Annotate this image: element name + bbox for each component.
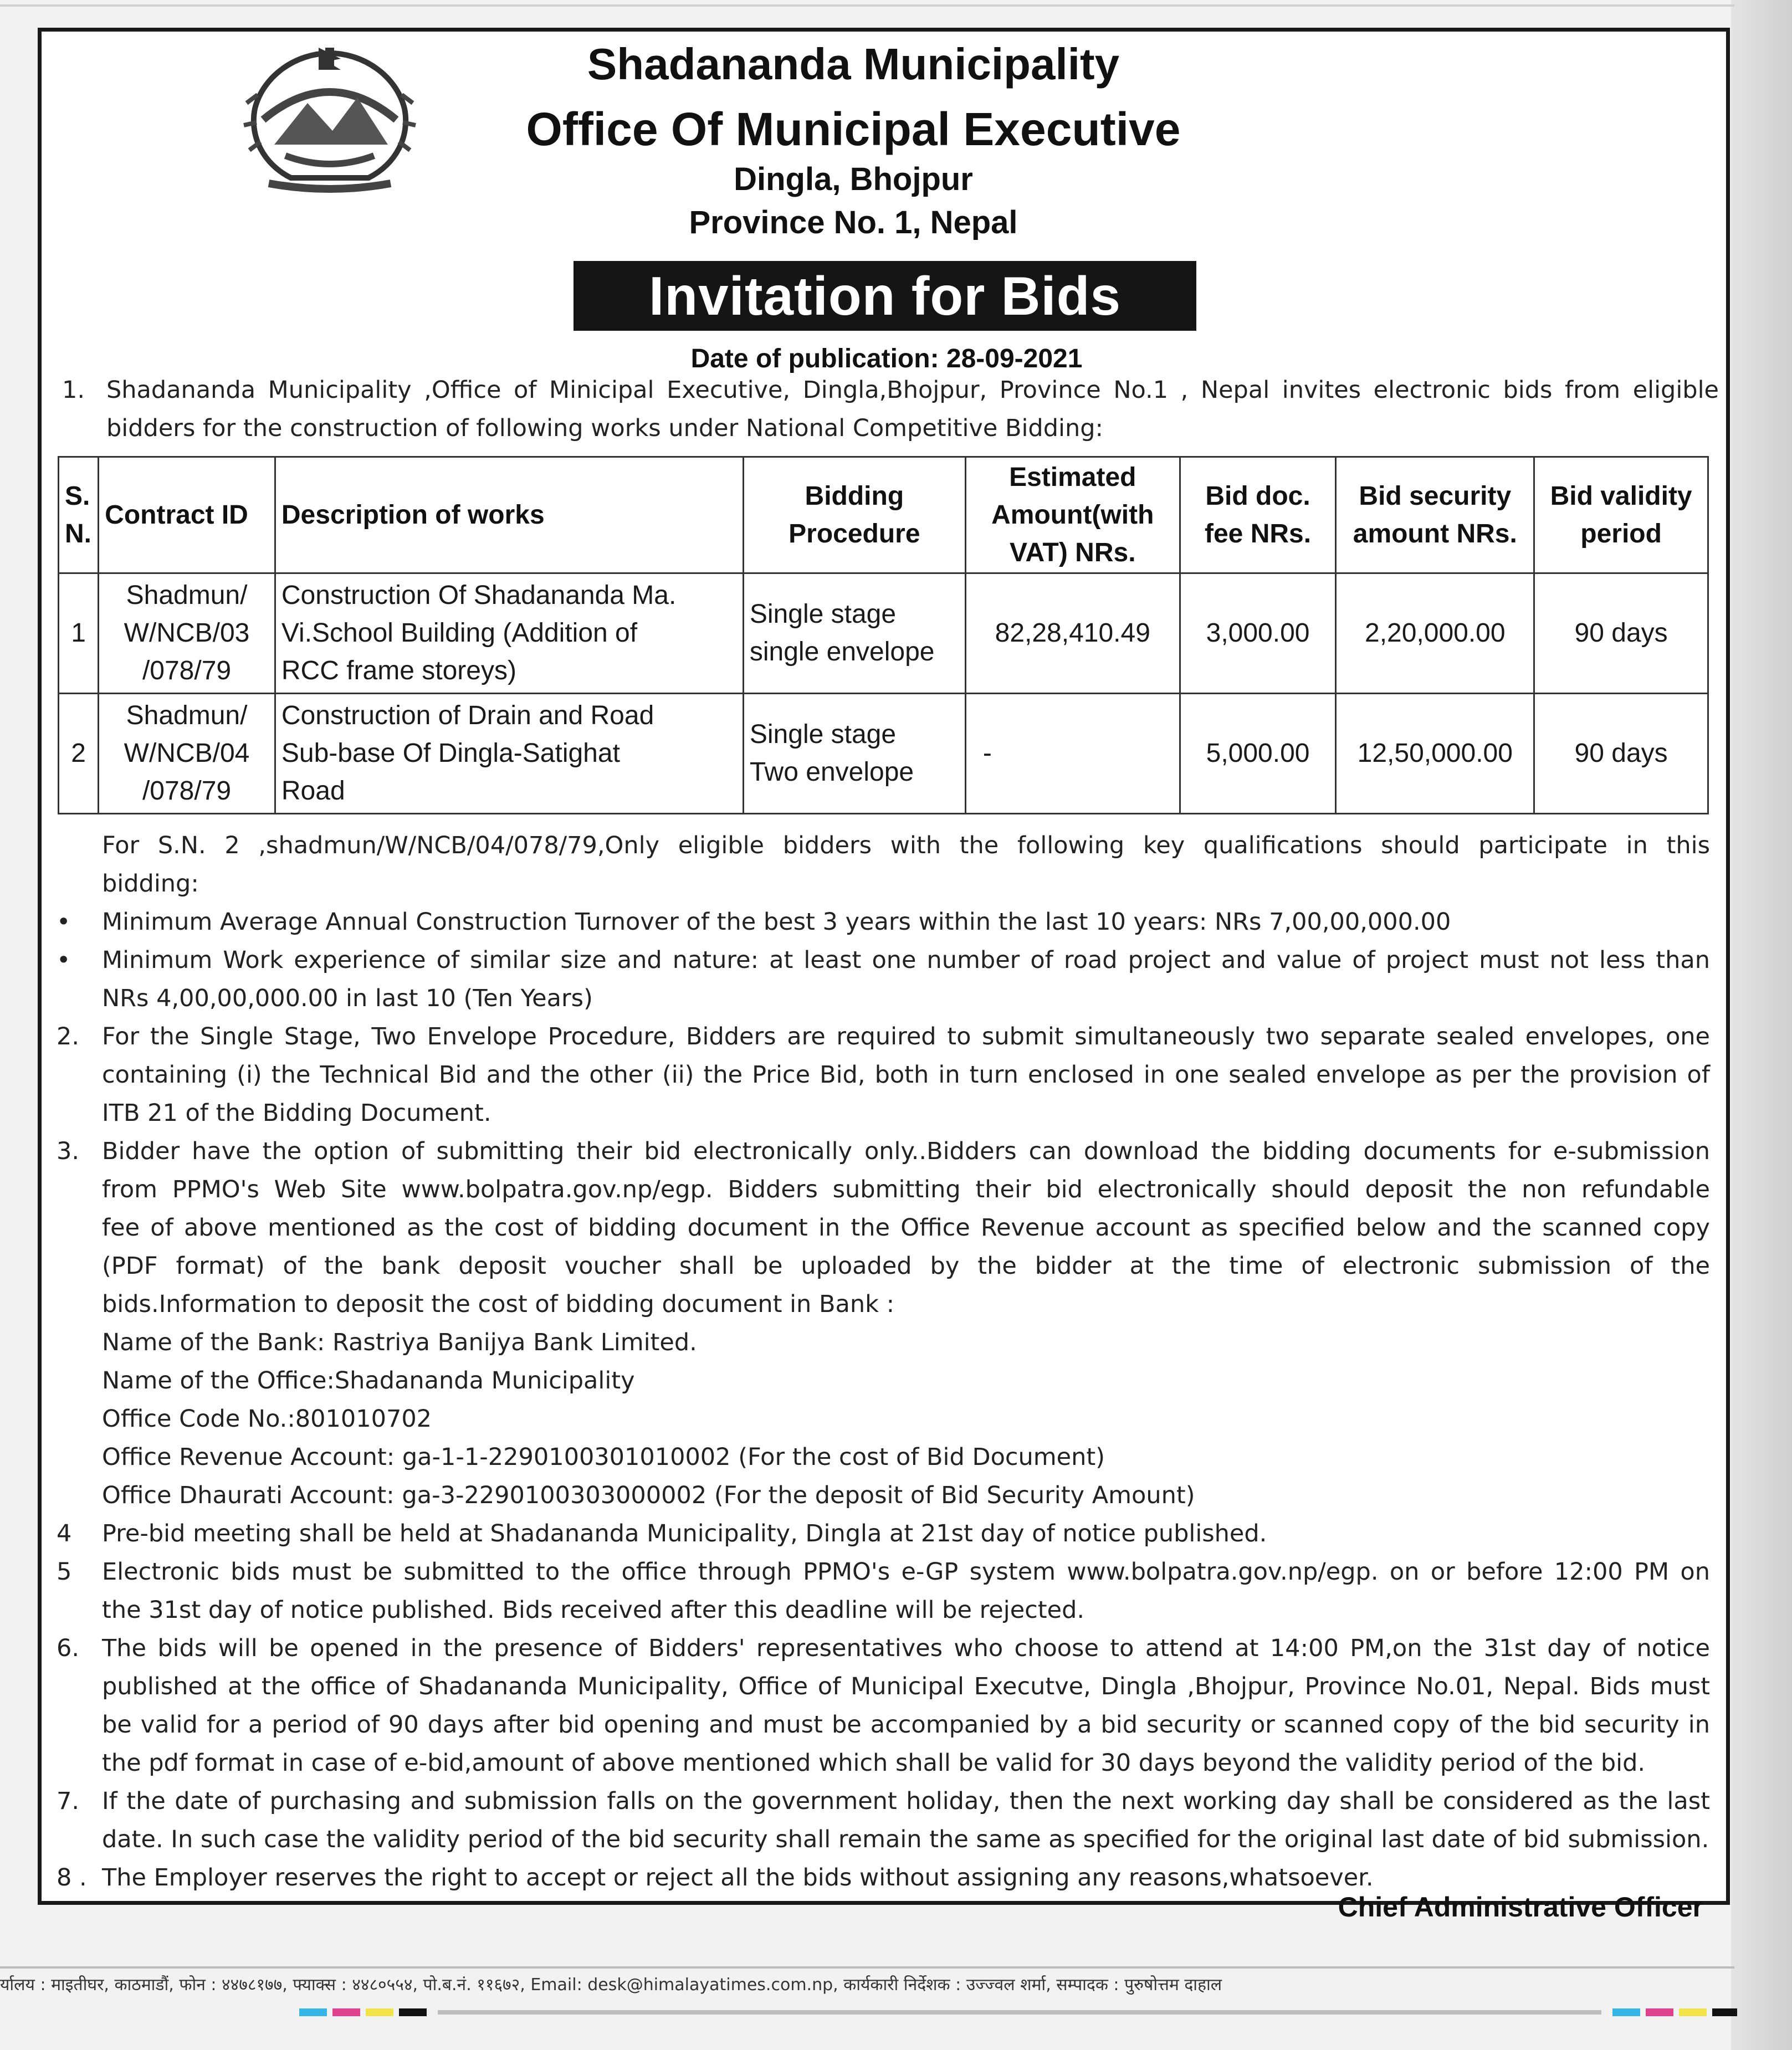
bullet: • xyxy=(57,908,71,936)
qualification-intro: bidding: xyxy=(102,870,199,898)
qualification-item: NRs 4,00,00,000.00 in last 10 (Ten Years) xyxy=(102,985,593,1012)
revenue-account: Office Revenue Account: ga-1-1-2290100301010002 (For the cost of Bid Document) xyxy=(102,1443,1105,1471)
print-swatch-bar xyxy=(438,2010,1601,2015)
intro-line: Shadananda Municipality ,Office of Minicipal Executive, Dingla,Bhojpur, Province No.1 , Nepal invites electronic bids from eligible xyxy=(106,376,1719,404)
paragraph-line: If the date of purchasing and submission falls on the government holiday, then the next working day shall be considered as the last xyxy=(102,1787,1710,1815)
header-security: Bid security amount NRs. xyxy=(1336,457,1534,573)
notice-body-end xyxy=(55,1782,1718,1899)
paragraph-line: The Employer reserves the right to accept or reject all the bids without assigning any reasons,whatsoever. xyxy=(102,1864,1374,1892)
cell-validity: 90 days xyxy=(1534,573,1708,694)
paragraph-number: 5 xyxy=(57,1558,72,1586)
office-code: Office Code No.:801010702 xyxy=(102,1405,432,1433)
bullet: • xyxy=(57,946,71,974)
footer-rule xyxy=(0,1966,1734,1969)
header-fee: Bid doc. fee NRs. xyxy=(1180,457,1336,573)
paragraph-line: bids.Information to deposit the cost of bidding document in Bank : xyxy=(102,1290,895,1318)
header-estimated: Estimated Amount(with VAT) NRs. xyxy=(965,457,1180,573)
print-swatch-yellow xyxy=(366,2008,393,2016)
cell-description: Construction of Drain and Road Sub-base Of Dingla-Satighat Road xyxy=(275,694,743,814)
cell-security: 12,50,000.00 xyxy=(1336,694,1534,814)
table-row xyxy=(59,573,1708,694)
print-swatch-cyan xyxy=(1612,2008,1640,2016)
intro-paragraph xyxy=(62,371,1719,449)
paragraph-number: 8 . xyxy=(57,1864,87,1892)
office-name: Office Of Municipal Executive xyxy=(526,103,1181,155)
header-description: Description of works xyxy=(275,457,743,573)
office-name-line: Name of the Office:Shadananda Municipality xyxy=(102,1367,635,1395)
cell-fee: 5,000.00 xyxy=(1180,694,1336,814)
print-swatch-black xyxy=(399,2008,427,2016)
print-swatch-yellow xyxy=(1679,2008,1707,2016)
paragraph-line: For the Single Stage, Two Envelope Procedure, Bidders are required to submit simultaneously two separate sealed envelopes, one xyxy=(102,1023,1710,1050)
cell-description: Construction Of Shadananda Ma. Vi.School Building (Addition of RCC frame storeys) xyxy=(275,573,743,694)
qualification-intro: For S.N. 2 ,shadmun/W/NCB/04/078/79,Only eligible bidders with the following key qualifications should participate in this xyxy=(102,832,1710,859)
location: Dingla, Bhojpur xyxy=(734,161,973,197)
province: Province No. 1, Nepal xyxy=(689,204,1018,240)
header-procedure: Bidding Procedure xyxy=(743,457,965,573)
municipality-name: Shadananda Municipality xyxy=(587,39,1120,89)
page-edge-shadow xyxy=(1731,0,1792,2050)
print-swatch-magenta xyxy=(1646,2008,1673,2016)
paragraph-line: fee of above mentioned as the cost of bidding document in the Office Revenue account as specified below and the scanned copy xyxy=(102,1214,1710,1242)
paragraph-number: 7. xyxy=(57,1787,80,1815)
dhaurati-account: Office Dhaurati Account: ga-3-2290100303000002 (For the deposit of Bid Security Amount) xyxy=(102,1482,1195,1509)
table-row xyxy=(59,694,1708,814)
print-swatch-magenta xyxy=(332,2008,360,2016)
print-swatch-cyan xyxy=(299,2008,327,2016)
cell-sn: 1 xyxy=(59,573,99,694)
signature: Chief Administrative Officer xyxy=(1338,1892,1703,1923)
table-header-row xyxy=(59,457,1708,573)
cell-procedure: Single stage Two envelope xyxy=(743,694,965,814)
cell-procedure: Single stage single envelope xyxy=(743,573,965,694)
paragraph-number: 6. xyxy=(57,1634,80,1662)
cell-fee: 3,000.00 xyxy=(1180,573,1336,694)
paragraph-line: from PPMO's Web Site www.bolpatra.gov.np/egp. Bidders submitting their bid electronically should deposit the non refundable xyxy=(102,1176,1710,1203)
paragraph-line: containing (i) the Technical Bid and the other (ii) the Price Bid, both in turn enclosed in one sealed envelope as per the provision of xyxy=(102,1061,1710,1089)
bank-name: Name of the Bank: Rastriya Banijya Bank Limited. xyxy=(102,1329,697,1356)
qualification-item: Minimum Average Annual Construction Turnover of the best 3 years within the last 10 years: NRs 7,00,00,000.00 xyxy=(102,908,1451,936)
paragraph-number: 3. xyxy=(57,1137,80,1165)
cell-sn: 2 xyxy=(59,694,99,814)
notice-body xyxy=(55,827,1718,1874)
paragraph-line: published at the office of Shadananda Municipality, Office of Municipal Executve, Dingla ,Bhojpur, Province No.01, Nepal. Bids must xyxy=(102,1673,1710,1700)
intro-line: bidders for the construction of following works under National Competitive Bidding: xyxy=(106,414,1103,442)
paragraph-line: Bidder have the option of submitting their bid electronically only..Bidders can download the bidding documents for e-submission xyxy=(102,1137,1710,1165)
cell-security: 2,20,000.00 xyxy=(1336,573,1534,694)
header-sn: S. N. xyxy=(59,457,99,573)
cell-validity: 90 days xyxy=(1534,694,1708,814)
cell-estimated: 82,28,410.49 xyxy=(965,573,1180,694)
publication-date: Date of publication: 28-09-2021 xyxy=(690,344,1083,373)
header-contract-id: Contract ID xyxy=(99,457,275,573)
paragraph-line: Pre-bid meeting shall be held at Shadananda Municipality, Dingla at 21st day of notice published. xyxy=(102,1520,1267,1547)
qualification-item: Minimum Work experience of similar size and nature: at least one number of road project and value of project must not less than xyxy=(102,946,1710,974)
paragraph-number: 4 xyxy=(57,1520,72,1547)
cell-contract-id: Shadmun/ W/NCB/03 /078/79 xyxy=(99,573,275,694)
top-rule xyxy=(0,4,1734,7)
paragraph-line: (PDF format) of the bank deposit voucher shall be uploaded by the bidder at the time of electronic submission of the xyxy=(102,1252,1710,1280)
paragraph-line: Electronic bids must be submitted to the office through PPMO's e-GP system www.bolpatra.gov.np/egp. on or before 12:00 PM on xyxy=(102,1558,1710,1586)
nepal-emblem-icon xyxy=(230,42,429,197)
paragraph-line: date. In such case the validity period of the bid security shall remain the same as specified for the original last date of bid submission. xyxy=(102,1826,1709,1853)
notice-title: Invitation for Bids xyxy=(574,261,1196,331)
paragraph-line: The bids will be opened in the presence of Bidders' representatives who choose to attend at 14:00 PM,on the 31st day of notice xyxy=(102,1634,1710,1662)
footer-text: र्यालय : माइतीघर, काठमाडौं, फोन : ४४७८१७७, फ्याक्स : ४४८०५५४, पो.ब.नं. ११६७२, Email: desk@himalayatimes.com.np, कार्यकारी निर्देशक : उज्ज्वल शर्मा, सम्पादक : पुरुषोत्तम दाहाल xyxy=(0,1975,1222,1995)
paragraph-line: ITB 21 of the Bidding Document. xyxy=(102,1099,491,1127)
paragraph-number: 2. xyxy=(57,1023,80,1050)
cell-estimated: - xyxy=(965,694,1180,814)
paragraph-line: the 31st day of notice published. Bids received after this deadline will be rejected. xyxy=(102,1596,1085,1624)
print-swatch-black xyxy=(1712,2008,1737,2016)
paragraph-number: 1. xyxy=(62,376,85,404)
header-validity: Bid validity period xyxy=(1534,457,1708,573)
cell-contract-id: Shadmun/ W/NCB/04 /078/79 xyxy=(99,694,275,814)
bids-table xyxy=(58,456,1709,814)
paragraph-line: the pdf format in case of e-bid,amount of above mentioned which shall be valid for 30 days beyond the validity period of the bid. xyxy=(102,1749,1646,1777)
paragraph-line: be valid for a period of 90 days after bid opening and must be accompanied by a bid security or scanned copy of the bid security in xyxy=(102,1711,1710,1739)
